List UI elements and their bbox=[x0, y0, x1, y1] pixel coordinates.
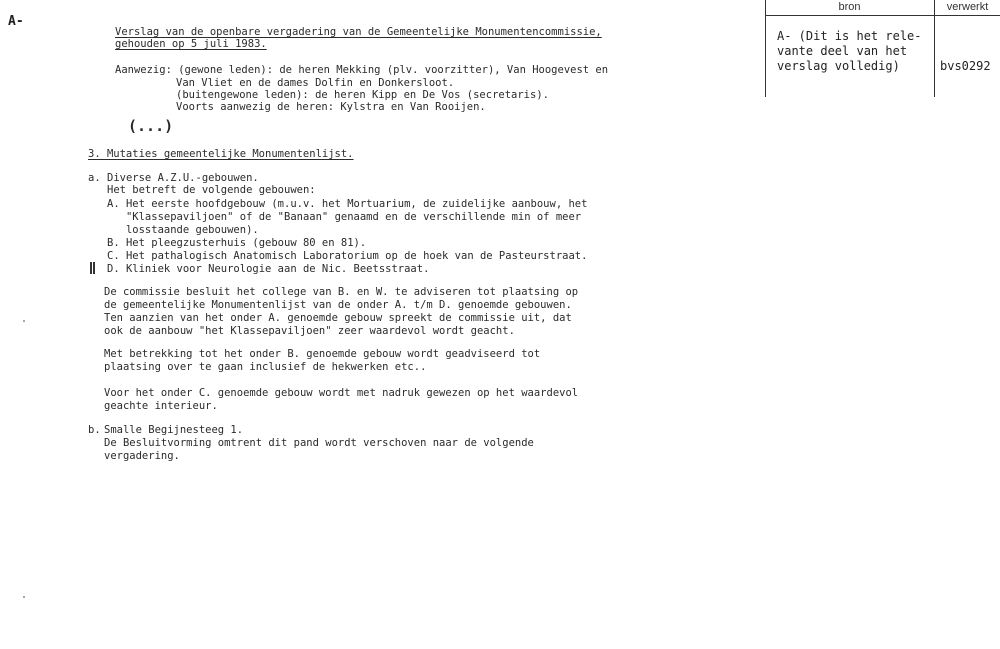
scan-speck bbox=[23, 596, 25, 598]
item-b-body: De Besluitvorming omtrent dit pand wordt verschoven naar de volgende vergadering. bbox=[104, 437, 534, 462]
corner-label: A- bbox=[8, 14, 24, 29]
advice-paragraph-c: Voor het onder C. genoemde gebouw wordt met nadruk gewezen op het waardevol geachte interieur. bbox=[104, 387, 579, 412]
attendance-line-1: Aanwezig: (gewone leden): de heren Mekking (plv. voorzitter), Van Hoogevest en bbox=[115, 64, 609, 76]
attendance-line-2: Van Vliet en de dames Dolfin en Donkersloot. bbox=[176, 77, 455, 89]
building-list: A. Het eerste hoofdgebouw (m.u.v. het Mortuarium, de zuidelijke aanbouw, het "Klassepaviljoen" of de "Banaan" genaamd en de verschillende min of meer losstaande gebouwen). B. Het pleegzusterhuis (gebouw 80 en 81). C. Het pathalogisch Anatomisch Laboratorium op de hoek van de Pasteurstraat. D. Kliniek voor Neurologie aan de Nic. Beetsstraat. bbox=[107, 198, 588, 275]
column-header-bron: bron bbox=[838, 1, 861, 13]
table-header-rule bbox=[765, 15, 1000, 16]
advice-paragraph-b: Met betrekking tot het onder B. genoemde gebouw wordt geadviseerd tot plaatsing over te gaan inclusief de hekwerken etc.. bbox=[104, 348, 541, 373]
section-heading: 3. Mutaties gemeentelijke Monumentenlijst. bbox=[88, 148, 354, 160]
item-b-label: b. bbox=[88, 424, 101, 436]
omission-ellipsis: (...) bbox=[128, 117, 174, 135]
item-a-intro: Het betreft de volgende gebouwen: bbox=[107, 184, 316, 196]
attendance-line-3: (buitengewone leden): de heren Kipp en De Vos (secretaris). bbox=[176, 89, 549, 101]
verwerkt-cell: bvs0292 bbox=[940, 59, 991, 73]
decision-paragraph: De commissie besluit het college van B. en W. te adviseren tot plaatsing op de gemeentelijke Monumentenlijst van de onder A. t/m D. genoemde gebouwen. Ten aanzien van het onder A. genoemde gebouw spreekt de commissie uit, dat ook de aanbouw "het Klassepaviljoen" zeer waardevol wordt geacht. bbox=[104, 286, 579, 337]
attendance-line-4: Voorts aanwezig de heren: Kylstra en Van Rooijen. bbox=[176, 101, 486, 113]
margin-mark bbox=[90, 262, 95, 274]
column-header-verwerkt: verwerkt bbox=[946, 1, 989, 13]
item-b-title: Smalle Begijnesteeg 1. bbox=[104, 424, 244, 436]
report-title-line-1: Verslag van de openbare vergadering van de Gemeentelijke Monumentencommissie, bbox=[115, 26, 602, 38]
report-title-line-2: gehouden op 5 juli 1983. bbox=[115, 38, 267, 50]
bron-cell: A- (Dit is het rele- vante deel van het verslag volledig) bbox=[777, 29, 922, 73]
item-a-label: a. bbox=[88, 172, 101, 184]
scan-speck bbox=[23, 320, 25, 322]
source-table bbox=[765, 0, 1000, 97]
item-a-title: Diverse A.Z.U.-gebouwen. bbox=[107, 172, 259, 184]
